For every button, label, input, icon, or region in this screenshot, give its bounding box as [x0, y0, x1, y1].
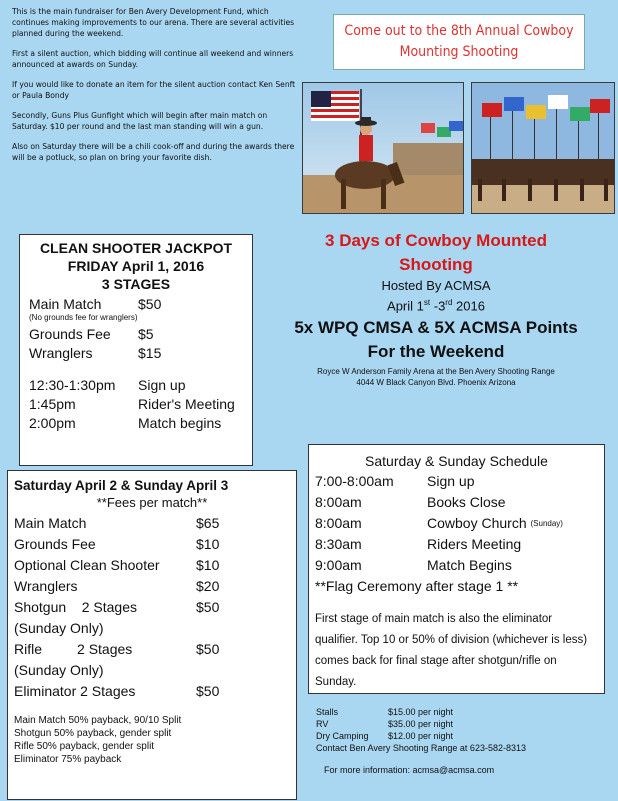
flag-rider-illustration [303, 83, 463, 213]
dates-start: April 1 [387, 298, 424, 314]
weekend-title: Saturday April 2 & Sunday April 3 [14, 478, 229, 493]
venue-name: Royce W Anderson Family Arena at the Ben Avery Shooting Range [317, 367, 555, 377]
eliminator-note: First stage of main match is also the eliminator qualifier. Top 10 or 50% of division (whichever is less) comes back for final stage after shotgun/rifle on Sunday. [315, 613, 588, 688]
schedule-row [20, 395, 252, 414]
fee-label: Grounds Fee [29, 326, 111, 342]
schedule-note: (Sunday) [530, 519, 563, 528]
schedule-title: Saturday & Sunday Schedule [365, 453, 548, 469]
fee-row [20, 295, 252, 314]
fee-row [8, 534, 296, 555]
schedule-row [309, 513, 604, 534]
fee-row [8, 618, 296, 639]
dates-end: -3 [430, 298, 446, 314]
rate-row [316, 718, 606, 730]
schedule-event: Sign up [138, 377, 186, 393]
points-line2: For the Weekend [367, 342, 505, 362]
fee-row [20, 344, 252, 363]
fee-label: Wranglers [29, 345, 93, 361]
flag-rider-photo [302, 82, 464, 214]
venue-address: 4044 W Black Canyon Blvd. Phoenix Arizona [356, 378, 516, 388]
intro-paragraph: If you would like to donate an item for the silent auction contact Ken Senft or Paula Bondy [12, 80, 296, 100]
rate-label: Dry Camping [316, 731, 369, 741]
fee-label: Main Match [29, 296, 102, 312]
headline-title-line1: 3 Days of Cowboy Mounted [325, 231, 547, 250]
intro-paragraph: First a silent auction, which bidding will continue all weekend and winners announced at awards on Sunday. [12, 49, 294, 69]
clean-shooter-jackpot-box [19, 234, 253, 466]
intro-paragraph: Secondly, Guns Plus Gunfight which will begin after main match on Saturday. $10 per round and the last man standing will win a gun. [12, 111, 268, 131]
jackpot-date: FRIDAY April 1, 2016 [67, 258, 205, 274]
fee-row [8, 681, 296, 702]
intro-paragraph: Also on Saturday there will be a chili cook-off and during the awards there will be a potluck, so plan on bring your favorite dish. [12, 142, 295, 162]
event-dates [286, 294, 586, 314]
schedule-row [20, 376, 252, 395]
schedule-event: Books Close [427, 494, 506, 510]
payback-item: Rifle 50% payback, gender split [14, 741, 155, 752]
fee-label: (Sunday Only) [14, 620, 104, 636]
fee-value: $50 [196, 599, 220, 615]
schedule-event: Match Begins [427, 557, 512, 573]
banner-text: Come out to the 8th Annual Cowboy Mounting Shooting [344, 23, 574, 60]
dates-year: 2016 [452, 298, 485, 314]
fee-label: (Sunday Only) [14, 662, 104, 678]
flag-ceremony-illustration [472, 83, 614, 213]
lodging-info [316, 706, 606, 776]
payback-item: Shotgun 50% payback, gender split [14, 728, 172, 739]
headline-title-line2: Shooting [399, 255, 473, 274]
fee-value: $10 [196, 557, 220, 573]
flag-ceremony-note: **Flag Ceremony after stage 1 ** [315, 578, 519, 594]
fee-value: $15 [138, 345, 162, 361]
fee-label: Wranglers [14, 578, 78, 594]
points-line1: 5x WPQ CMSA & 5X ACMSA Points [294, 318, 578, 338]
dates-suffix: st [423, 298, 431, 307]
schedule-event: Cowboy Church [427, 515, 527, 531]
payback-item: Main Match 50% payback, 90/10 Split [14, 715, 182, 726]
fee-value: $5 [138, 326, 154, 342]
jackpot-stages: 3 STAGES [101, 276, 171, 292]
schedule-row [309, 471, 604, 492]
schedule-time: 8:00am [315, 515, 362, 531]
fee-row [8, 576, 296, 597]
jackpot-title: CLEAN SHOOTER JACKPOT [39, 240, 233, 256]
rate-row [316, 730, 606, 742]
payback-item: Eliminator 75% payback [14, 754, 122, 765]
schedule-event: Rider's Meeting [138, 396, 235, 412]
fee-label: Main Match [14, 515, 87, 531]
contact-line: Contact Ben Avery Shooting Range at 623-582-8313 [316, 743, 526, 753]
more-info-line: For more information: acmsa@acmsa.com [324, 765, 495, 775]
fee-value: $50 [196, 683, 220, 699]
fee-row [8, 513, 296, 534]
schedule-row [309, 492, 604, 513]
schedule-time: 2:00pm [29, 415, 76, 431]
event-headline [286, 229, 586, 388]
schedule-time: 8:30am [315, 536, 362, 552]
rate-row [316, 706, 606, 718]
wrangler-note: (No grounds fee for wranglers) [29, 313, 138, 322]
schedule-event: Sign up [427, 473, 475, 489]
fee-value: $20 [196, 578, 220, 594]
dates-suffix: rd [445, 298, 453, 307]
fee-label: Optional Clean Shooter [14, 557, 160, 573]
schedule-time: 9:00am [315, 557, 362, 573]
schedule-time: 7:00-8:00am [315, 473, 394, 489]
schedule-row [20, 414, 252, 433]
weekend-schedule-box [308, 444, 605, 694]
fee-label: Rifle 2 Stages [14, 641, 133, 657]
weekend-fees-box [7, 470, 297, 800]
schedule-row [309, 534, 604, 555]
fee-label: Shotgun 2 Stages [14, 599, 137, 615]
flag-ceremony-photo [471, 82, 615, 214]
event-banner [333, 14, 585, 70]
rate-label: Stalls [316, 707, 339, 717]
rate-value: $35.00 per night [388, 719, 454, 729]
fee-label: Grounds Fee [14, 536, 96, 552]
fee-row [8, 597, 296, 618]
schedule-event: Match begins [138, 415, 222, 431]
fee-row [8, 639, 296, 660]
schedule-row [309, 555, 604, 576]
intro-text [12, 6, 298, 172]
rate-value: $12.00 per night [388, 731, 454, 741]
rate-value: $15.00 per night [388, 707, 454, 717]
fee-value: $10 [196, 536, 220, 552]
schedule-time: 12:30-1:30pm [29, 377, 116, 393]
schedule-time: 1:45pm [29, 396, 76, 412]
fees-subtitle: **Fees per match** [96, 495, 208, 510]
hosted-by: Hosted By ACMSA [381, 278, 491, 293]
intro-paragraph: This is the main fundraiser for Ben Avery Development Fund, which continues making improvements to our arena. There are several activities planned during the weekend. [12, 7, 295, 38]
fee-value: $50 [196, 641, 220, 657]
fee-row [20, 325, 252, 344]
fee-label: Eliminator 2 Stages [14, 683, 136, 699]
fee-value: $65 [196, 515, 220, 531]
payback-list [8, 714, 296, 766]
schedule-time: 8:00am [315, 494, 362, 510]
fee-row [8, 660, 296, 681]
fee-row [8, 555, 296, 576]
rate-label: RV [316, 719, 329, 729]
fee-value: $50 [138, 296, 162, 312]
schedule-event: Riders Meeting [427, 536, 522, 552]
